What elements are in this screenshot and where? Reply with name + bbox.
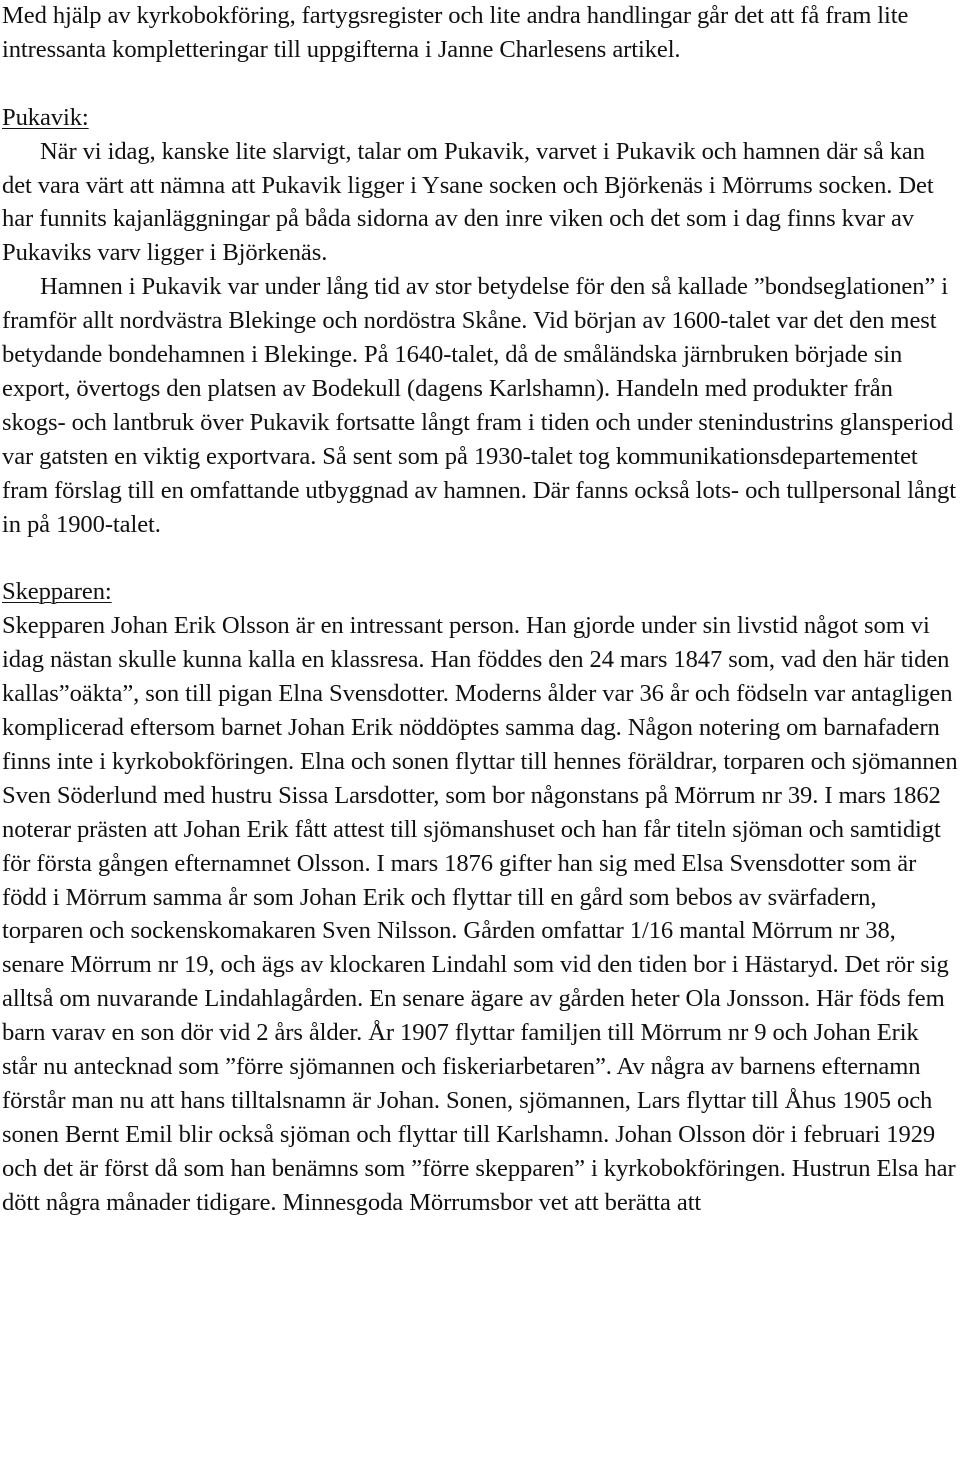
paragraph-spacer [2, 67, 958, 101]
intro-paragraph: Med hjälp av kyrkobokföring, fartygsregister och lite andra handlingar går det att få fram lite intressanta kompletteringar till uppgifterna i Janne Charlesens artikel. [2, 2, 909, 63]
pukavik-paragraph-2: Hamnen i Pukavik var under lång tid av stor betydelse för den så kallade ”bondseglationen” i framför allt nordvästra Blekinge och nordöstra Skåne. Vid början av 1600-talet var det den mest betydande bondehamnen i Blekinge. På 1640-talet, då de småländska järnbruken började sin export, övertogs den platsen av Bodekull (dagens Karlshamn). Handeln med produkter från skogs- och lantbruk över Pukavik fortsatte långt fram i tiden och under stenindustrins glansperiod var gatsten en viktig exportvara. Så sent som på 1930-talet tog kommunikationsdepartementet fram förslag till en omfattande utbyggnad av hamnen. Där fanns också lots- och tullpersonal långt in på 1900-talet. [2, 273, 956, 538]
pukavik-paragraph-1: När vi idag, kanske lite slarvigt, talar om Pukavik, varvet i Pukavik och hamnen där så kan det vara värt att nämna att Pukavik ligger i Ysane socken och Björkenäs i Mörrums socken. Det har funnits kajanläggningar på båda sidorna av den inre viken och det som i dag finns kvar av Pukaviks varv ligger i Björkenäs. [2, 137, 934, 267]
paragraph-spacer [2, 541, 958, 575]
section-heading-skepparen: Skepparen: [2, 578, 112, 606]
skepparen-paragraph: Skepparen Johan Erik Olsson är en intressant person. Han gjorde under sin livstid något som vi idag nästan skulle kunna kalla en klassresa. Han föddes den 24 mars 1847 som, vad den här tiden kallas”oäkta”, son till pigan Elna Svensdotter. Moderns ålder var 36 år och födseln var antagligen komplicerad eftersom barnet Johan Erik nöddöptes samma dag. Någon notering om barnafadern finns inte i kyrkobokföringen. Elna och sonen flyttar till hennes föräldrar, torparen och sjömannen Sven Söderlund med hustru Sissa Larsdotter, som bor någonstans på Mörrum nr 39. I mars 1862 noterar prästen att Johan Erik fått attest till sjömanshuset och han får titeln sjöman och samtidigt för första gången efternamnet Olsson. I mars 1876 gifter han sig med Elsa Svensdotter som är född i Mörrum samma år som Johan Erik och flyttar till en gård som bebos av svärfadern, torparen och sockenskomakaren Sven Nilsson. Gården omfattar 1/16 mantal Mörrum nr 38, senare Mörrum nr 19, och ägs av klockaren Lindahl som vid den tiden bor i Hästaryd. Det rör sig alltså om nuvarande Lindahlagården. En senare ägare av gården heter Ola Jonsson. Här föds fem barn varav en son dör vid 2 års ålder. År 1907 flyttar familjen till Mörrum nr 9 och Johan Erik står nu antecknad som ”förre sjömannen och fiskeriarbetaren”. Av några av barnens efternamn förstår man nu att hans tilltalsnamn är Johan. Sonen, sjömannen, Lars flyttar till Åhus 1905 och sonen Bernt Emil blir också sjöman och flyttar till Karlshamn. Johan Olsson dör i februari 1929 och det är först då som han benämns som ”förre skepparen” i kyrkobokföringen. Hustrun Elsa har dött några månader tidigare. Minnesgoda Mörrumsbor vet att berätta att [2, 612, 958, 1216]
section-heading-pukavik: Pukavik: [2, 103, 89, 131]
